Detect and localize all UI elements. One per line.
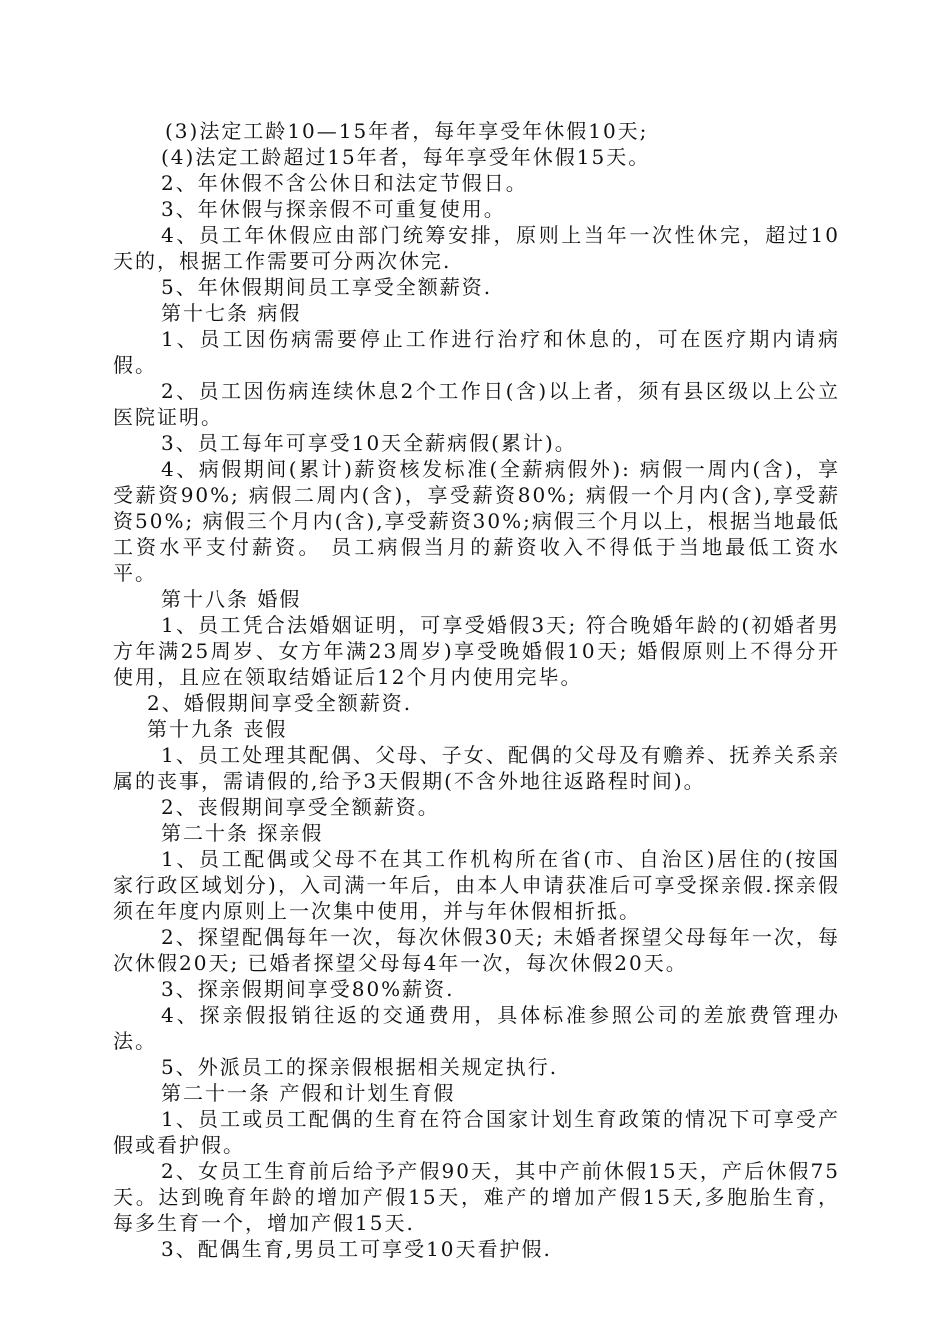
- paragraph-sick-leave-3: 3、员工每年可享受10天全薪病假(累计)。: [161, 431, 577, 455]
- paragraph-marriage-leave-1: 1、员工凭合法婚姻证明，可享受婚假3天; 符合晚婚年龄的(初婚者男方年满25周岁、女方年满23周岁)享受晚婚假10天; 婚假原则上不得分开使用，且应在领取结婚证后12个月内使用完毕。: [113, 613, 840, 689]
- paragraph-home-leave-2: 2、探望配偶每年一次，每次休假30天; 未婚者探望父母每年一次，每次休假20天; 已婚者探望父母每4年一次，每次休假20天。: [113, 925, 840, 975]
- paragraph-bereavement-leave-1: 1、员工处理其配偶、父母、子女、配偶的父母及有赡养、抚养关系亲属的丧事，需请假的,给予3天假期(不含外地往返路程时间)。: [113, 743, 840, 793]
- document-body: [113, 118, 840, 1262]
- paragraph-home-leave-5: 5、外派员工的探亲假根据相关规定执行.: [161, 1055, 559, 1079]
- paragraph-maternity-leave-1: 1、员工或员工配偶的生育在符合国家计划生育政策的情况下可享受产假或看护假。: [113, 1107, 840, 1157]
- paragraph-annual-leave-10-15: (3)法定工龄10—15年者，每年享受年休假10天;: [165, 119, 649, 143]
- paragraph-home-leave-1: 1、员工配偶或父母不在其工作机构所在省(市、自治区)居住的(按国家行政区域划分)，入司满一年后，由本人申请获准后可享受探亲假.探亲假须在年度内原则上一次集中使用，并与年休假相折抵。: [113, 847, 840, 923]
- paragraph-maternity-leave-3: 3、配偶生育,男员工可享受10天看护假.: [161, 1237, 552, 1261]
- paragraph-sick-leave-2: 2、员工因伤病连续休息2个工作日(含)以上者，须有县区级以上公立医院证明。: [113, 379, 840, 429]
- paragraph-sick-leave-1: 1、员工因伤病需要停止工作进行治疗和休息的，可在医疗期内请病假。: [113, 327, 840, 377]
- article-19-heading: 第十九条 丧假: [147, 717, 288, 741]
- paragraph-annual-leave-pay: 5、年休假期间员工享受全额薪资.: [161, 275, 493, 299]
- article-17-heading: 第十七条 病假: [161, 301, 302, 325]
- article-21-heading: 第二十一条 产假和计划生育假: [161, 1081, 456, 1105]
- paragraph-bereavement-leave-2: 2、丧假期间享受全额薪资。: [161, 795, 440, 819]
- paragraph-annual-leave-arrangement: 4、员工年休假应由部门统筹安排，原则上当年一次性休完，超过10天的，根据工作需要可分两次休完.: [113, 223, 840, 273]
- paragraph-marriage-leave-2: 2、婚假期间享受全额薪资.: [147, 691, 413, 715]
- paragraph-annual-leave-excludes-holidays: 2、年休假不含公休日和法定节假日。: [161, 171, 528, 195]
- article-20-heading: 第二十条 探亲假: [161, 821, 324, 845]
- paragraph-annual-leave-over-15: (4)法定工龄超过15年者，每年享受年休假15天。: [161, 145, 651, 169]
- paragraph-annual-leave-no-overlap: 3、年休假与探亲假不可重复使用。: [161, 197, 506, 221]
- paragraph-home-leave-4: 4、探亲假报销往返的交通费用，具体标准参照公司的差旅费管理办法。: [113, 1003, 840, 1053]
- article-18-heading: 第十八条 婚假: [161, 587, 302, 611]
- paragraph-home-leave-3: 3、探亲假期间享受80%薪资.: [161, 977, 455, 1001]
- paragraph-sick-leave-4: 4、病假期间(累计)薪资核发标准(全薪病假外): 病假一周内(含)，享受薪资90%; 病假二周内(含)，享受薪资80%; 病假一个月内(含),享受薪资50%; 病假三个月内(含),享受薪资30%;病假三个月以上，根据当地最低工资水平支付薪资。 员工病假当月的薪资收入不得低于当地最低工资水平。: [113, 457, 840, 585]
- paragraph-maternity-leave-2: 2、女员工生育前后给予产假90天，其中产前休假15天，产后休假75天。达到晚育年龄的增加产假15天，难产的增加产假15天,多胞胎生育，每多生育一个，增加产假15天.: [113, 1159, 840, 1235]
